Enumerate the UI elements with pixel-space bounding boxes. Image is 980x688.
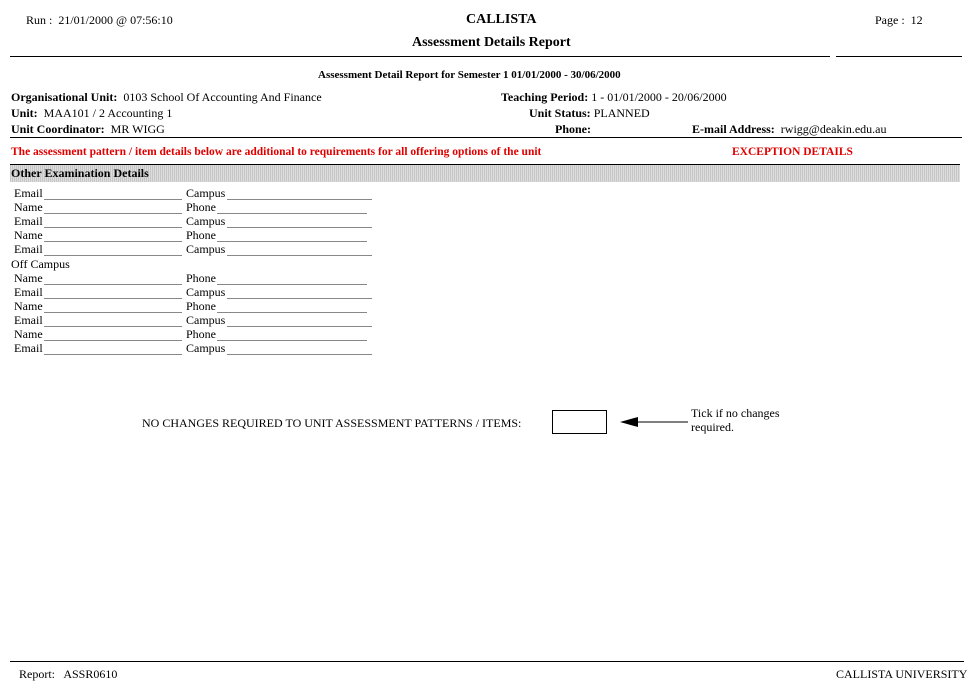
- org-unit: [11, 90, 322, 105]
- report-title: Assessment Details Report: [412, 35, 571, 50]
- no-changes-tickbox[interactable]: [552, 410, 607, 434]
- field-blank: [44, 284, 182, 285]
- run-value: 21/01/2000 @ 07:56:10: [58, 13, 173, 27]
- tick-hint: [691, 406, 780, 434]
- info-rule: [10, 137, 962, 138]
- page-label: Page :: [875, 13, 905, 27]
- field-blank: [217, 340, 367, 341]
- exception-heading: EXCEPTION DETAILS: [732, 146, 853, 158]
- header-rule-right: [836, 56, 962, 57]
- run-timestamp: [26, 13, 173, 28]
- field-blank: [227, 255, 372, 256]
- org-unit-value: 0103 School Of Accounting And Finance: [123, 90, 322, 104]
- run-label: Run :: [26, 13, 53, 27]
- field-blank: [44, 255, 182, 256]
- field-label: Name: [14, 228, 43, 242]
- unit-status: [529, 106, 650, 121]
- field-blank: [44, 241, 182, 242]
- field-blank: [44, 227, 182, 228]
- org-unit-label: Organisational Unit:: [11, 90, 118, 104]
- coordinator-label: Unit Coordinator:: [11, 122, 105, 136]
- arrow-left-icon: [618, 414, 690, 430]
- field-label: Phone: [186, 327, 216, 341]
- unit-status-value: PLANNED: [593, 106, 650, 120]
- teaching-period: [501, 90, 727, 105]
- field-blank: [227, 354, 372, 355]
- page-value: 12: [910, 13, 923, 27]
- field-label: Campus: [186, 242, 226, 256]
- field-label: Name: [14, 327, 43, 341]
- field-label: Campus: [186, 285, 226, 299]
- header-rule: [10, 56, 830, 57]
- field-label: Email: [14, 214, 43, 228]
- footer-organisation: CALLISTA UNIVERSITY: [836, 667, 968, 681]
- field-blank: [217, 284, 367, 285]
- footer-report-code: ASSR0610: [63, 667, 118, 681]
- field-blank: [44, 312, 182, 313]
- field-blank: [217, 312, 367, 313]
- unit: [11, 106, 172, 121]
- report-heading: Assessment Detail Report for Semester 1 01/01/2000 - 30/06/2000: [318, 69, 621, 81]
- unit-label: Unit:: [11, 106, 38, 120]
- field-label: Phone: [186, 200, 216, 214]
- no-changes-label: NO CHANGES REQUIRED TO UNIT ASSESSMENT PATTERNS / ITEMS:: [142, 416, 522, 430]
- field-blank: [227, 199, 372, 200]
- section-title: Other Examination Details: [11, 166, 149, 180]
- unit-value: MAA101 / 2 Accounting 1: [43, 106, 173, 120]
- field-blank: [44, 340, 182, 341]
- exception-note: The assessment pattern / item details below are additional to requirements for all offering options of the unit: [11, 146, 542, 158]
- system-name: CALLISTA: [466, 12, 537, 27]
- field-label: Email: [14, 313, 43, 327]
- field-label: Campus: [186, 186, 226, 200]
- field-label: Phone: [186, 228, 216, 242]
- tick-hint-line2: required.: [691, 420, 734, 434]
- field-label: Campus: [186, 341, 226, 355]
- field-label: Name: [14, 271, 43, 285]
- teaching-period-label: Teaching Period:: [501, 90, 589, 104]
- page-number: [875, 13, 923, 28]
- section-band: [10, 164, 960, 182]
- field-blank: [44, 199, 182, 200]
- field-blank: [217, 213, 367, 214]
- footer-rule: [10, 661, 964, 662]
- field-blank: [227, 326, 372, 327]
- tick-hint-line1: Tick if no changes: [691, 406, 780, 420]
- field-label: Email: [14, 186, 43, 200]
- field-label: Email: [14, 341, 43, 355]
- footer-report: [19, 667, 117, 682]
- field-label: Name: [14, 299, 43, 313]
- field-blank: [227, 227, 372, 228]
- field-label: Phone: [186, 299, 216, 313]
- email-address: [692, 122, 886, 137]
- field-blank: [44, 326, 182, 327]
- coordinator-value: MR WIGG: [110, 122, 165, 136]
- field-blank: [44, 298, 182, 299]
- unit-status-label: Unit Status:: [529, 106, 591, 120]
- email-label: E-mail Address:: [692, 122, 775, 136]
- field-blank: [217, 241, 367, 242]
- off-campus-label: Off Campus: [11, 257, 70, 271]
- phone-label: Phone:: [555, 122, 591, 136]
- teaching-period-value: 1 - 01/01/2000 - 20/06/2000: [591, 90, 727, 104]
- unit-coordinator: [11, 122, 165, 137]
- field-label: Name: [14, 200, 43, 214]
- field-label: Campus: [186, 313, 226, 327]
- field-label: Email: [14, 285, 43, 299]
- field-blank: [227, 298, 372, 299]
- email-value: rwigg@deakin.edu.au: [780, 122, 887, 136]
- field-label: Email: [14, 242, 43, 256]
- field-blank: [44, 213, 182, 214]
- field-label: Campus: [186, 214, 226, 228]
- field-blank: [44, 354, 182, 355]
- footer-report-label: Report:: [19, 667, 55, 681]
- field-label: Phone: [186, 271, 216, 285]
